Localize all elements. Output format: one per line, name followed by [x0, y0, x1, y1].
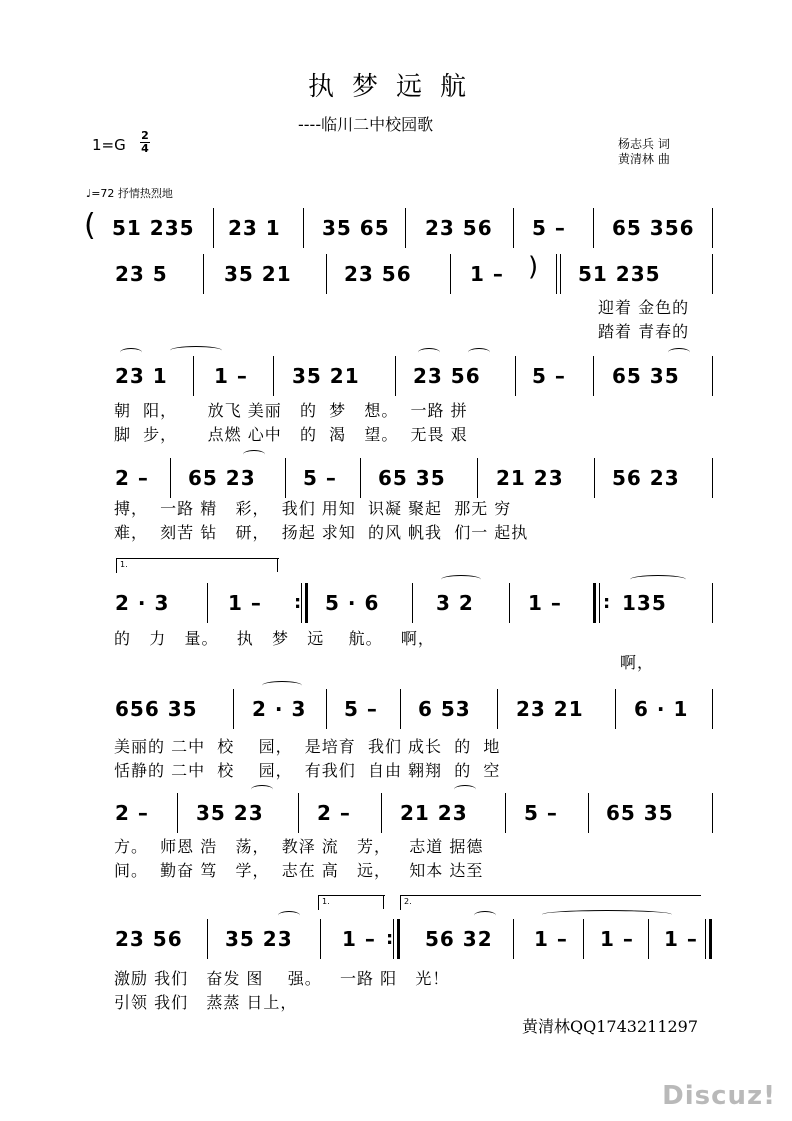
slur [474, 911, 496, 920]
first-ending-bracket [116, 558, 279, 573]
bar-line [477, 458, 478, 498]
slur [251, 785, 273, 794]
slur [468, 348, 490, 357]
bar-line [712, 254, 713, 294]
lyric-line: 引领 我们 蒸蒸 日上， [114, 993, 298, 1012]
slur [120, 348, 142, 357]
measure: 2 · 3 [115, 591, 170, 615]
measure: 1 – [342, 927, 376, 951]
bar-line [712, 458, 713, 498]
time-signature [140, 130, 150, 155]
repeat-barline [593, 583, 596, 623]
lyric-line: 朝 阳， 放飞 美丽 的 梦 想。 一路 拼 [114, 401, 468, 420]
measure: 2 – [317, 801, 351, 825]
key-signature: 1=G [92, 136, 126, 154]
lyric-line: 间。 勤奋 笃 学， 志在 高 远， 知本 达至 [114, 861, 484, 880]
measure: 56 32 [425, 927, 493, 951]
volta-end [277, 558, 278, 572]
measure: 6 53 [418, 697, 471, 721]
bar-line [412, 583, 413, 623]
bar-line [381, 793, 382, 833]
lyric-line: 脚 步， 点燃 心中 的 渴 望。 无畏 艰 [114, 425, 468, 444]
lyric-line: 啊， [620, 653, 655, 672]
bar-line [556, 254, 557, 294]
lyric-line: 难， 刻苦 钻 研， 扬起 求知 的风 帆我 们一 起执 [114, 523, 529, 542]
measure: 65 356 [612, 216, 695, 240]
measure: 5 – [532, 364, 566, 388]
bar-line [395, 356, 396, 396]
bar-line [513, 919, 514, 959]
bar-line [326, 254, 327, 294]
measure: 65 23 [188, 466, 256, 490]
second-ending-bracket [400, 895, 701, 910]
bar-line [593, 208, 594, 248]
measure: 5 – [532, 216, 566, 240]
bar-line [303, 208, 304, 248]
bar-line [400, 689, 401, 729]
repeat-barline [397, 919, 400, 959]
measure: 656 35 [115, 697, 198, 721]
measure: 65 35 [378, 466, 446, 490]
measure: 35 21 [224, 262, 292, 286]
slur [243, 450, 265, 459]
bar-line [599, 583, 600, 623]
measure: 23 5 [115, 262, 168, 286]
bar-line [450, 254, 451, 294]
bar-line [583, 919, 584, 959]
first-ending-bracket [318, 895, 385, 910]
tempo-marking: ♩=72 抒情热烈地 [86, 187, 173, 200]
measure: 23 56 [413, 364, 481, 388]
bar-line [177, 793, 178, 833]
bar-line [207, 583, 208, 623]
measure: 5 – [524, 801, 558, 825]
tie [542, 910, 672, 919]
time-top: 2 [141, 129, 149, 142]
bar-line [233, 689, 234, 729]
composer: 黄清林 曲 [618, 152, 670, 166]
time-bottom: 4 [141, 142, 149, 155]
measure: 23 1 [228, 216, 281, 240]
measure: 23 1 [115, 364, 168, 388]
bar-line [594, 458, 595, 498]
bar-line [207, 919, 208, 959]
bar-line [712, 356, 713, 396]
measure: 1 – [664, 927, 698, 951]
bar-line [326, 689, 327, 729]
bar-line [505, 793, 506, 833]
slur [441, 575, 481, 584]
measure: 1 – [470, 262, 504, 286]
bar-line [393, 919, 394, 959]
bar-line [648, 919, 649, 959]
measure: 1 – [214, 364, 248, 388]
final-barline [709, 919, 712, 959]
lyric-line: 搏， 一路 精 彩， 我们 用知 识凝 聚起 那无 穷 [114, 499, 512, 518]
measure: 51 235 [112, 216, 195, 240]
measure: 35 23 [196, 801, 264, 825]
measure: 56 23 [612, 466, 680, 490]
lyric-line: 激励 我们 奋发 图 强。 一路 阳 光！ [114, 969, 450, 988]
bar-line [593, 356, 594, 396]
measure: 21 23 [400, 801, 468, 825]
bar-line [405, 208, 406, 248]
volta-end [383, 895, 384, 909]
bar-line [285, 458, 286, 498]
first-ending-label: 1. [120, 560, 128, 569]
measure: 35 23 [225, 927, 293, 951]
lyric-line: 美丽的 二中 校 园， 是培育 我们 成长 的 地 [114, 737, 501, 756]
measure: 23 56 [115, 927, 183, 951]
open-paren: ( [84, 208, 96, 243]
lyricist: 杨志兵 词 [618, 137, 670, 151]
lyric-line: 踏着 青春的 [598, 322, 690, 341]
measure: 2 – [115, 801, 149, 825]
measure: 23 56 [425, 216, 493, 240]
bar-line [497, 689, 498, 729]
repeat-dots: : [603, 592, 611, 613]
measure: 1 – [600, 927, 634, 951]
bar-line [360, 458, 361, 498]
measure: 65 35 [612, 364, 680, 388]
measure: 2 – [115, 466, 149, 490]
measure: 21 23 [496, 466, 564, 490]
bar-line [273, 356, 274, 396]
bar-line [213, 208, 214, 248]
measure: 65 35 [606, 801, 674, 825]
lyric-line: 恬静的 二中 校 园， 有我们 自由 翱翔 的 空 [114, 761, 501, 780]
bar-line [712, 583, 713, 623]
repeat-dots: : [294, 592, 302, 613]
measure: 1 – [534, 927, 568, 951]
credits [618, 137, 670, 167]
measure: 135 [622, 591, 667, 615]
repeat-barline [305, 583, 308, 623]
measure: 5 · 6 [325, 591, 380, 615]
measure: 3 2 [436, 591, 474, 615]
measure: 5 – [344, 697, 378, 721]
lyric-line: 方。 师恩 浩 荡， 教泽 流 芳， 志道 据德 [114, 837, 484, 856]
bar-line [193, 356, 194, 396]
bar-line [203, 254, 204, 294]
slur [454, 785, 476, 794]
measure: 23 21 [516, 697, 584, 721]
bar-line [170, 458, 171, 498]
bar-line [615, 689, 616, 729]
measure: 35 21 [292, 364, 360, 388]
measure: 2 · 3 [252, 697, 307, 721]
song-title: 执梦远航 [307, 72, 484, 102]
discuz-watermark: Discuz! [662, 1081, 776, 1111]
bar-line [588, 793, 589, 833]
bar-line [509, 583, 510, 623]
slur [418, 348, 440, 357]
second-ending-label: 2. [404, 897, 412, 906]
lyric-line: 的 力 量。 执 梦 远 航。 啊， [114, 629, 435, 648]
slur [630, 575, 686, 584]
bar-line [712, 689, 713, 729]
bar-line [298, 793, 299, 833]
bar-line [560, 254, 561, 294]
measure: 5 – [303, 466, 337, 490]
bar-line [515, 356, 516, 396]
song-subtitle: ----临川二中校园歌 [298, 115, 434, 134]
measure: 6 · 1 [634, 697, 689, 721]
lyric-line: 迎着 金色的 [598, 298, 690, 317]
bar-line [712, 208, 713, 248]
measure: 35 65 [322, 216, 390, 240]
bar-line [320, 919, 321, 959]
bar-line [705, 919, 706, 959]
bar-line [513, 208, 514, 248]
slur [170, 346, 222, 355]
measure: 1 – [528, 591, 562, 615]
slur [668, 348, 690, 357]
bar-line [712, 793, 713, 833]
repeat-dots: : [386, 928, 394, 949]
close-paren: ) [528, 252, 539, 282]
first-ending-label: 1. [322, 897, 330, 906]
slur [262, 681, 302, 690]
measure: 1 – [228, 591, 262, 615]
slur [278, 911, 300, 920]
bar-line [301, 583, 302, 623]
measure: 51 235 [578, 262, 661, 286]
author-signature: 黄清林QQ1743211297 [522, 1017, 699, 1036]
measure: 23 56 [344, 262, 412, 286]
